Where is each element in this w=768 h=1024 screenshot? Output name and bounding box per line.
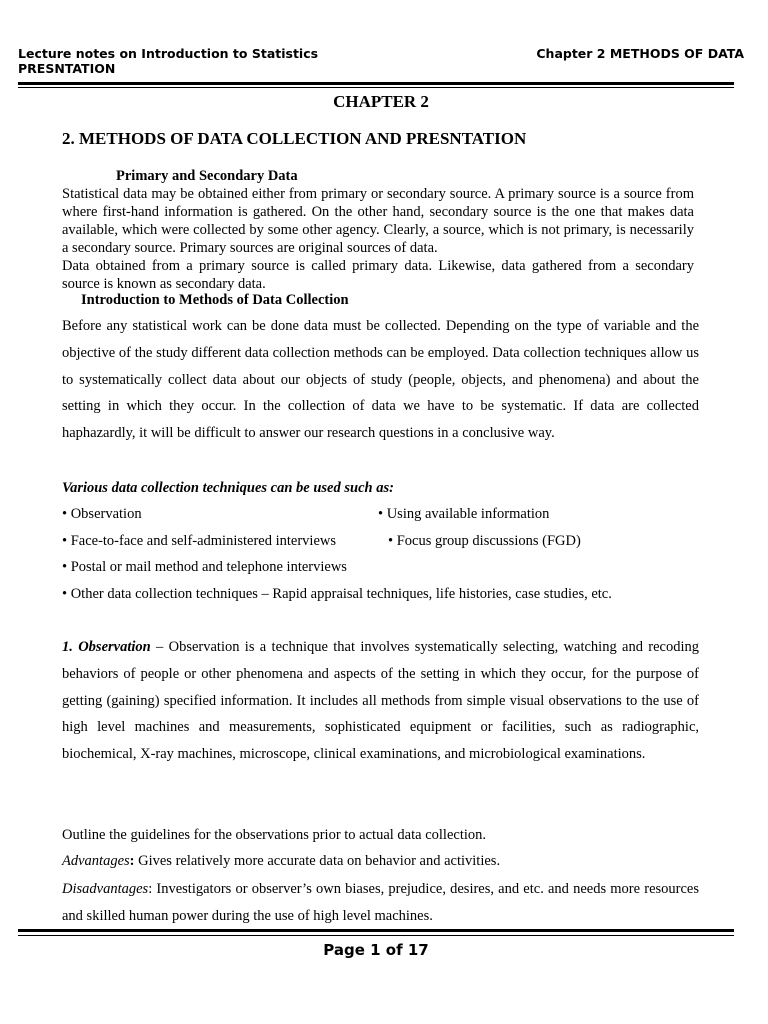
primary-secondary-heading: Primary and Secondary Data bbox=[116, 168, 298, 184]
advantages-colon: : bbox=[129, 853, 135, 869]
intro-text bbox=[62, 313, 699, 447]
running-header-left: Lecture notes on Introduction to Statistics PRESNTATION bbox=[18, 46, 319, 76]
footer-rule-thick bbox=[18, 929, 734, 932]
primary-secondary-paragraph-2: Data obtained from a primary source is called primary data. Likewise, data gathered from a secondary source is known as secondary data. bbox=[62, 258, 694, 292]
page-number: Page 1 of 17 bbox=[323, 941, 429, 959]
section-title: 2. METHODS OF DATA COLLECTION AND PRESNTATION bbox=[62, 129, 527, 148]
running-header-right: Chapter 2 METHODS OF DATA bbox=[536, 46, 744, 61]
intro-paragraph: Before any statistical work can be done data must be collected. Depending on the type of variable and the objective of the study different data collection methods can be employed. Data collection techniques allow us to systematically collect data about our objects of study (people, objects, and phenomena) and about the setting in which they occur. In the collection of data we have to be systematic. If data are collected haphazardly, it will be difficult to answer our research questions in a conclusive way. bbox=[62, 318, 699, 442]
header-rule-thin bbox=[18, 87, 734, 88]
intro-heading: Introduction to Methods of Data Collection bbox=[81, 292, 349, 308]
observation-label: 1. Observation bbox=[62, 639, 151, 655]
disadvantages-text: Investigators or observer’s own biases, prejudice, desires, and etc. and needs more resources and skilled human power during the use of high level machines. bbox=[62, 881, 699, 924]
observation-dash: – bbox=[150, 639, 169, 655]
disadvantages-paragraph bbox=[62, 876, 699, 930]
technique-item: • Focus group discussions (FGD) bbox=[388, 533, 581, 549]
footer-rule-thin bbox=[18, 935, 734, 936]
guidelines-text: Outline the guidelines for the observations prior to actual data collection. bbox=[62, 827, 486, 843]
chapter-heading: CHAPTER 2 bbox=[333, 92, 429, 111]
observation-text: Observation is a technique that involves systematically selecting, watching and recoding behaviors of people or other phenomena and aspects of the setting in which they occur, for the purpose of getting (gaining) specified information. It includes all methods from simple visual observations to the use of high level machines and measurements, sophisticated equipment or facilities, such as radiographic, biochemical, X-ray machines, microscope, clinical examinations, and microbiological examinations. bbox=[62, 639, 700, 763]
technique-item: • Other data collection techniques – Rapid appraisal techniques, life histories, case studies, etc. bbox=[62, 586, 612, 602]
techniques-heading: Various data collection techniques can be used such as: bbox=[62, 480, 394, 496]
technique-item: • Using available information bbox=[378, 506, 550, 522]
observation-paragraph bbox=[62, 634, 699, 768]
disadvantages-colon: : bbox=[148, 881, 153, 897]
advantages-line bbox=[62, 853, 500, 870]
advantages-text: Gives relatively more accurate data on behavior and activities. bbox=[134, 853, 501, 869]
technique-item: • Postal or mail method and telephone interviews bbox=[62, 559, 347, 575]
header-rule-thick bbox=[18, 82, 734, 85]
disadvantages-label: Disadvantages bbox=[62, 881, 149, 897]
technique-item: • Face-to-face and self-administered interviews bbox=[62, 533, 337, 549]
advantages-label: Advantages bbox=[62, 853, 130, 869]
technique-item: • Observation bbox=[62, 506, 142, 522]
primary-secondary-paragraph-1: Statistical data may be obtained either from primary or secondary source. A primary source is a source from where first-hand information is gathered. On the other hand, secondary source is the one that makes data available, which were collected by some other agency. Clearly, a source, which is not primary, is necessarily a secondary source. Primary sources are original sources of data. bbox=[62, 186, 694, 256]
primary-secondary-text bbox=[62, 185, 694, 293]
